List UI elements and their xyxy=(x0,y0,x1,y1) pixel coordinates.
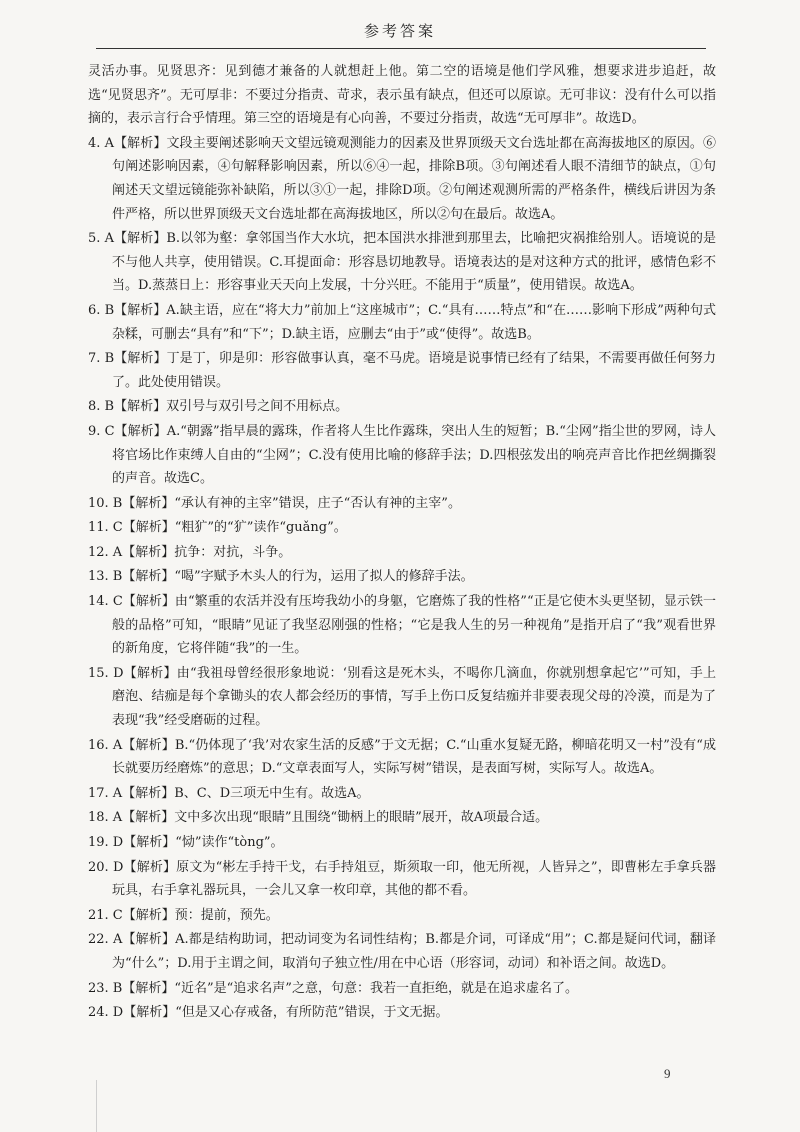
page-number: 9 xyxy=(664,1066,671,1081)
answer-item-19: 19. D【解析】“恸”读作“tòng”。 xyxy=(88,835,284,850)
answer-item-12: 12. A【解析】抗争：对抗，斗争。 xyxy=(88,544,292,560)
answer-item-7: 7. B【解析】丁是丁，卯是卯：形容做事认真，毫不马虎。语境是说事情已经有了结果，不需要再做任何努力了。此处使用错误。 xyxy=(88,351,716,390)
answer-item-21: 21. C【解析】预：提前，预先。 xyxy=(88,907,279,923)
answer-item-5: 5. A【解析】B.以邻为壑：拿邻国当作大水坑，把本国洪水排泄到那里去，比喻把灾祸推给别人。语境说的是不与他人共享，使用错误。C.耳提面命：形容恳切地教导。语境表达的是对这种方式的批评，感情色彩不当。D.蒸蒸日上：形容事业天天向上发展，十分兴旺。不能用于“质量”，使用错误。故选A。 xyxy=(88,231,716,294)
answer-item-17: 17. A【解析】B、C、D三项无中生有。故选A。 xyxy=(88,785,370,801)
answer-item-24: 24. D【解析】“但是又心存戒备，有所防范”错误，于文无据。 xyxy=(88,1005,449,1021)
answer-item-22: 22. A【解析】A.都是结构助词，把动词变为名词性结构；B.都是介词，可译成“用”；C.都是疑问代词，翻译为“什么”；D.用于主谓之间，取消句子独立性/用在中心语（形容词，动词）和补语之间。故选D。 xyxy=(88,932,716,971)
answer-item-10: 10. B【解析】“承认有神的主宰”错误，庄子“否认有神的主宰”。 xyxy=(88,495,461,511)
answer-item-9: 9. C【解析】A.“朝露”指早晨的露珠，作者将人生比作露珠，突出人生的短暂；B.“尘网”指尘世的罗网，诗人将官场比作束缚人自由的“尘网”；C.没有使用比喻的修辞手法；D.四根弦发出的响亮声音比作把丝绸撕裂的声音。故选C。 xyxy=(88,423,716,487)
answer-item-15: 15. D【解析】由“我祖母曾经很形象地说：‘别看这是死木头，不喝你几滴血，你就别想拿起它’”可知，手上磨泡、结痂是每个拿锄头的农人都会经历的事情，写手上伤口反复结痂并非要表现父母的冷漠，而是为了表现“我”经受磨砺的过程。 xyxy=(88,665,716,729)
answer-item-14: 14. C【解析】由“繁重的农活并没有压垮我幼小的身躯，它磨炼了我的性格”“正是它使木头更坚韧，显示铁一般的品格”可知，“眼睛”见证了我坚忍刚强的性格；“它是我人生的另一种视角”是指开启了“我”观看世界的新角度，它将伴随“我”的一生。 xyxy=(88,594,716,657)
page-title: 参考答案 xyxy=(363,22,436,40)
answer-item-13: 13. B【解析】“喝”字赋予木头人的行为，运用了拟人的修辞手法。 xyxy=(88,569,474,585)
answer-item-11: 11. C【解析】“粗犷”的“犷”读作“guǎng”。 xyxy=(88,520,347,536)
answer-item-23: 23. B【解析】“近名”是“追求名声”之意，句意：我若一直拒绝，就是在追求虚名了。 xyxy=(88,980,578,996)
answer-item-20: 20. D【解析】原文为“彬左手持干戈，右手持俎豆，斯须取一印，他无所视，人皆异之”，即曹彬左手拿兵器玩具，右手拿礼器玩具，一会儿又拿一枚印章，其他的都不看。 xyxy=(88,859,716,899)
header-divider xyxy=(96,48,706,49)
answer-item-4: 4. A【解析】文段主要阐述影响天文望远镜观测能力的因素及世界顶级天文台选址都在高海拔地区的原因。⑥句阐述影响因素，④句解释影响因素，所以⑥④一起，排除B项。③句阐述看人眼不清细节的缺点，①句阐述天文望远镜能弥补缺陷，所以③①一起，排除D项。②句阐述观测所需的严格条件，横线后讲因为条件严格，所以世界顶级天文台选址都在高海拔地区，所以②句在最后。故选A。 xyxy=(88,135,716,222)
answer-item-16: 16. A【解析】B.“仍体现了‘我’对农家生活的反感”于文无据；C.“山重水复疑无路，柳暗花明又一村”没有“成长就要历经磨炼”的意思；D.“文章表面写人，实际写树”错误，是表面写树，实际写人。故选A。 xyxy=(88,737,716,777)
answer-item-18: 18. A【解析】文中多次出现“眼睛”且围绕“锄柄上的眼睛”展开，故A项最合适。 xyxy=(88,810,549,826)
continuation-paragraph: 灵活办事。见贤思齐：见到德才兼备的人就想赶上他。第二空的语境是他们学风雅，想要求进步追赶，故选“见贤思齐”。无可厚非：不要过分指责、苛求，表示虽有缺点，但还可以原谅。无可非议：没有什么可以指摘的，表示言行合乎情理。第三空的语境是有心向善，不要过分指责，故选“无可厚非”。故选D。 xyxy=(88,64,716,127)
scan-edge-line xyxy=(96,1080,97,1132)
answer-item-8: 8. B【解析】双引号与双引号之间不用标点。 xyxy=(88,399,349,415)
answer-item-6: 6. B【解析】A.缺主语，应在“将大力”前加上“这座城市”；C.“具有……特点”和“在……影响下形成”两种句式杂糅，可删去“具有”和“下”；D.缺主语，应删去“由于”或“使得”。故选B。 xyxy=(88,302,716,342)
answer-content xyxy=(88,60,716,1026)
